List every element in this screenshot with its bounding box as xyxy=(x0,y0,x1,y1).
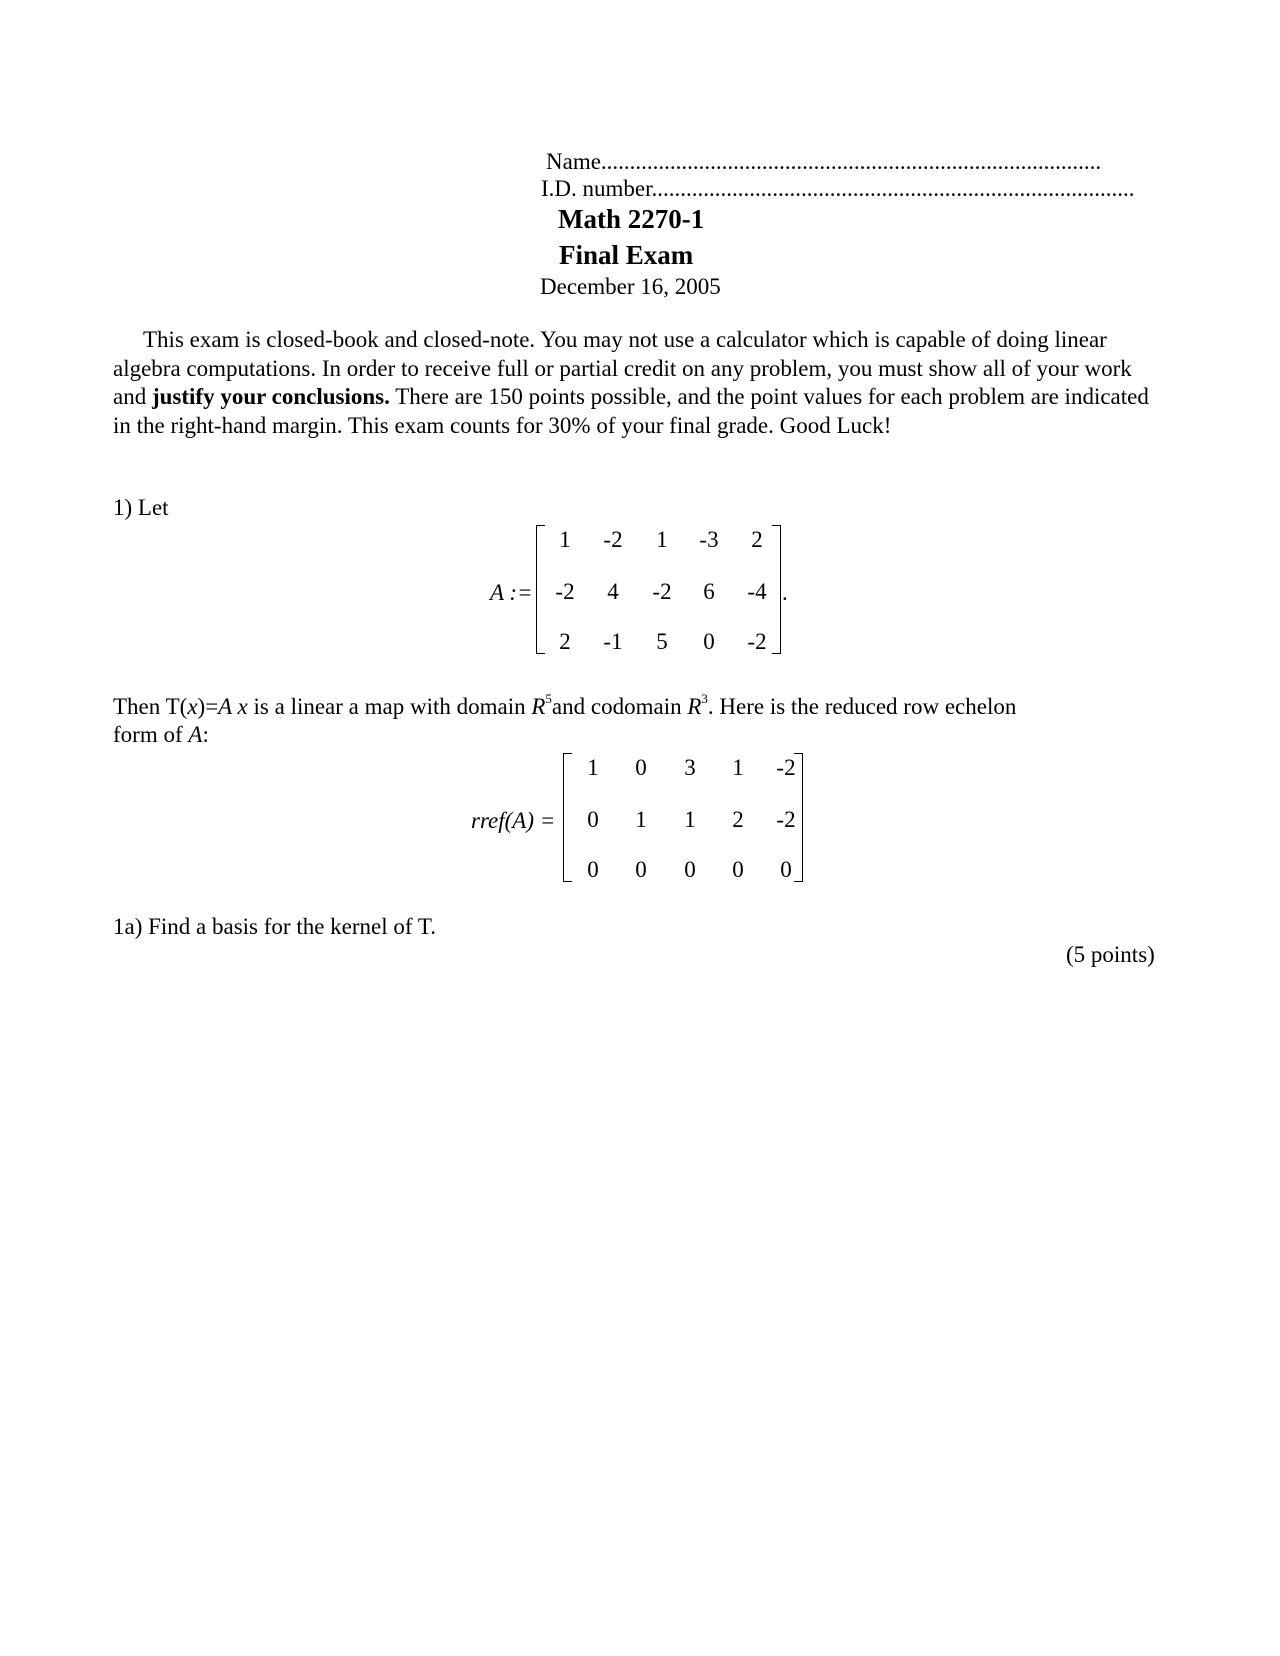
matrix-rref-cell-r2-c2: 1 xyxy=(635,807,647,832)
matrix-a-cell-r3-c2: -1 xyxy=(603,629,623,654)
rref-label: rref(A) = xyxy=(471,808,556,833)
matrix-rref-cell-r3-c4: 0 xyxy=(732,857,744,882)
matrix-rref-cell-r1-c2: 0 xyxy=(635,755,647,780)
matrix-a-cell-r2-c4: 6 xyxy=(703,579,715,604)
linear-map-text: Then T(x)=A x is a linear a map with domain $R^5and$ codomain $R^3$. Here is the reduced row echelon xyxy=(113,691,1017,719)
matrix-rref-cell-r3-c5: 0 xyxy=(780,857,792,882)
instructions-text-2: There are 150 points possible, and the point values for each problem are indicated in the right-hand margin. This exam counts for 30% of your final grade. Good Luck! xyxy=(113,384,1149,438)
exam-title: Final Exam xyxy=(559,240,694,270)
matrix-a-cell-r2-c1: -2 xyxy=(555,579,575,604)
matrix-rref-cell-r2-c1: 0 xyxy=(587,807,599,832)
problem-1a-text: 1a) Find a basis for the kernel of T. xyxy=(113,914,436,939)
matrix-rref-cell-r2-c4: 2 xyxy=(732,807,744,832)
course-title: Math 2270-1 xyxy=(558,204,705,234)
matrix-rref-left-bracket xyxy=(563,753,572,882)
matrix-rref-cell-r1-c4: 1 xyxy=(732,755,744,780)
matrix-a-cell-r1-c1: 1 xyxy=(559,527,571,552)
matrix-a-cell-r1-c5: 2 xyxy=(751,527,763,552)
matrix-rref-cell-r1-c1: 1 xyxy=(587,755,599,780)
rref-intro-text: form of A: xyxy=(113,722,209,747)
matrix-rref-cell-r2-c3: 1 xyxy=(684,807,696,832)
matrix-a-cell-r1-c4: -3 xyxy=(699,527,719,552)
matrix-rref-cell-r1-c5: -2 xyxy=(776,755,796,780)
matrix-a-cell-r2-c2: 4 xyxy=(607,579,619,604)
name-field: Name....................................................................................... xyxy=(546,149,1102,174)
matrix-a-cell-r1-c3: 1 xyxy=(656,527,668,552)
matrix-rref-cell-r3-c2: 0 xyxy=(635,857,647,882)
matrix-a-cell-r2-c3: -2 xyxy=(652,579,672,604)
matrix-a-cell-r3-c3: 5 xyxy=(656,629,668,654)
matrix-rref-cell-r3-c3: 0 xyxy=(684,857,696,882)
instructions xyxy=(113,326,1163,440)
matrix-a xyxy=(536,525,781,655)
matrix-a-period: . xyxy=(782,580,788,605)
matrix-a-cell-r1-c2: -2 xyxy=(603,527,623,552)
exam-date: December 16, 2005 xyxy=(540,274,721,299)
problem-1-label: 1) Let xyxy=(113,495,169,520)
matrix-a-label: A := xyxy=(490,580,533,605)
instructions-text-1: This exam is closed-book and closed-note. You may not use a calculator which is capable of doing linear algebra computations. In order to receive full or partial credit on any problem, you must show all of your work and xyxy=(113,327,1132,409)
problem-1a-points: (5 points) xyxy=(1066,942,1155,967)
matrix-rref-cell-r2-c5: -2 xyxy=(776,807,796,832)
matrix-rref-cell-r1-c3: 3 xyxy=(684,755,696,780)
matrix-a-cell-r3-c5: -2 xyxy=(747,629,767,654)
matrix-rref xyxy=(563,753,803,883)
matrix-a-cell-r2-c5: -4 xyxy=(747,579,767,604)
matrix-a-cell-r3-c1: 2 xyxy=(559,629,571,654)
matrix-a-left-bracket xyxy=(536,525,545,654)
instructions-bold: justify your conclusions. xyxy=(151,384,390,409)
matrix-rref-cell-r3-c1: 0 xyxy=(587,857,599,882)
id-number-field: I.D. number.................................................................................... xyxy=(541,176,1135,201)
matrix-a-cell-r3-c4: 0 xyxy=(703,629,715,654)
